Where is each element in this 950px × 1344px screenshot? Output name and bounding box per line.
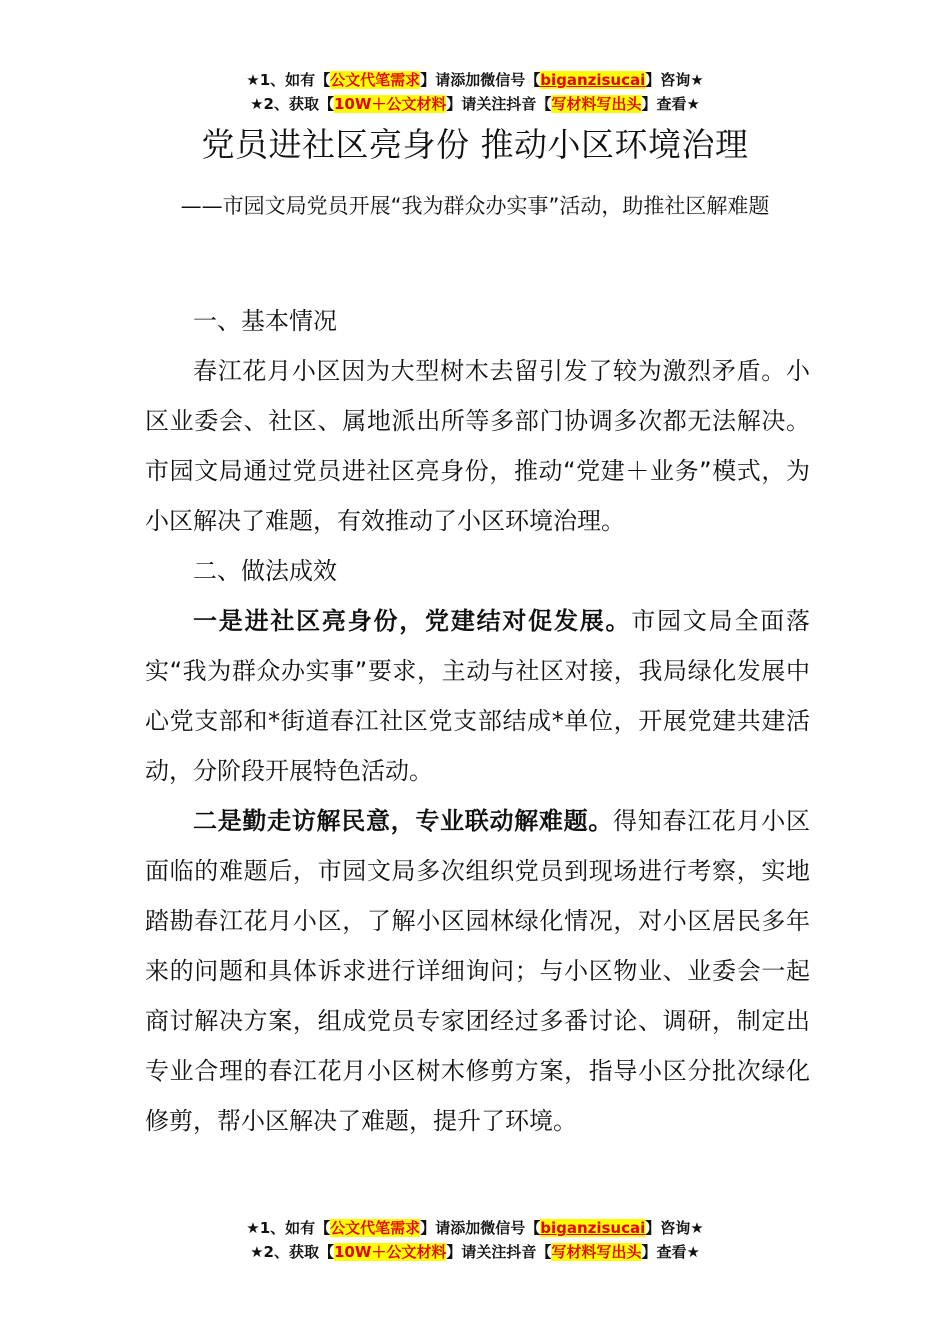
point-1-lead: 一是进社区亮身份，党建结对促发展。 — [193, 607, 632, 635]
paragraph-basic-situation: 春江花月小区因为大型树木去留引发了较为激烈矛盾。小区业委会、社区、属地派出所等多部门协调多次都无法解决。市园文局通过党员进社区亮身份，推动“党建＋业务”模式，为小区解决了难题，有效推动了小区环境治理。 — [145, 357, 810, 535]
section-heading-basic: 一、基本情况 — [193, 307, 337, 335]
douyin-account: 写材料写出头 — [551, 1243, 642, 1261]
paragraph-point-1: 一是进社区亮身份，党建结对促发展。市园文局全面落实“我为群众办实事”要求，主动与社区对接，我局绿化发展中心党支部和*街道春江社区党支部结成*单位，开展党建共建活动，分阶段开展特色活动。 — [145, 607, 811, 785]
promo-highlight: 10W＋公文材料 — [333, 95, 447, 113]
document-subtitle: ——市园文局党员开展“我为群众办实事”活动，助推社区解难题 — [180, 194, 770, 218]
promo-line-2: ★2、获取【10W＋公文材料】请关注抖音【写材料写出头】查看★ — [250, 1243, 700, 1261]
douyin-account: 写材料写出头 — [551, 95, 642, 113]
wechat-id: biganzisucai — [540, 1219, 646, 1237]
promo-highlight: 10W＋公文材料 — [333, 1243, 447, 1261]
section-heading-practice: 二、做法成效 — [193, 557, 337, 585]
promo-highlight: 公文代笔需求 — [330, 1219, 421, 1237]
promo-line-2: ★2、获取【10W＋公文材料】请关注抖音【写材料写出头】查看★ — [250, 95, 700, 113]
bottom-promo-banner — [0, 1216, 950, 1264]
promo-highlight: 公文代笔需求 — [330, 71, 421, 89]
paragraph-point-2: 二是勤走访解民意，专业联动解难题。得知春江花月小区面临的难题后，市园文局多次组织党员到现场进行考察，实地踏勘春江花月小区，了解小区园林绿化情况，对小区居民多年来的问题和具体诉求进行详细询问；与小区物业、业委会一起商讨解决方案，组成党员专家团经过多番讨论、调研，制定出专业合理的春江花月小区树木修剪方案，指导小区分批次绿化修剪，帮小区解决了难题，提升了环境。 — [145, 807, 811, 1135]
top-promo-banner — [0, 68, 950, 116]
promo-line-1: ★1、如有【公文代笔需求】请添加微信号【biganzisucai】咨询★ — [246, 1219, 704, 1237]
document-title: 党员进社区亮身份 推动小区环境治理 — [201, 125, 749, 164]
document-body — [145, 296, 810, 1146]
promo-line-1: ★1、如有【公文代笔需求】请添加微信号【biganzisucai】咨询★ — [246, 71, 704, 89]
wechat-id: biganzisucai — [540, 71, 646, 89]
point-2-lead: 二是勤走访解民意，专业联动解难题。 — [193, 807, 614, 835]
